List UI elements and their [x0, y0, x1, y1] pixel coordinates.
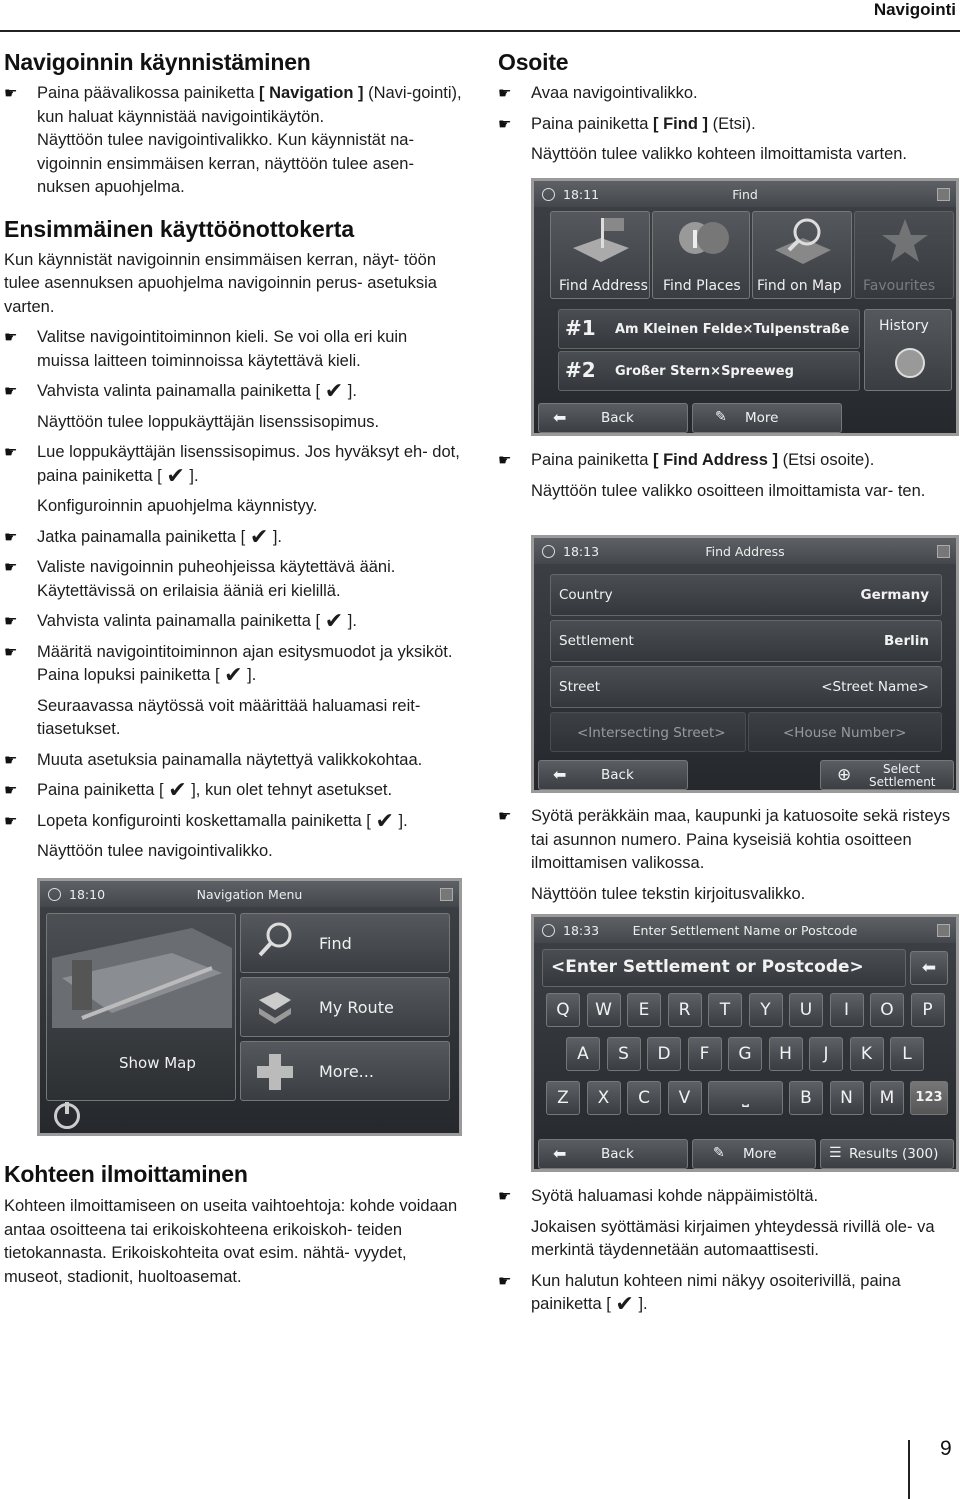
screenshot-navigation-menu [37, 878, 462, 1136]
find-places-tile[interactable]: Find Places [652, 211, 750, 299]
pointing-hand-icon: ☛ [498, 808, 512, 825]
find-address-tile[interactable]: Find Address [550, 211, 650, 299]
bullet-continue: ☛ Jatka painamalla painiketta [ ✔ ]. [4, 523, 283, 549]
heading-destination: Kohteen ilmoittaminen [4, 1161, 248, 1187]
right-column-top [498, 48, 958, 167]
more-button[interactable]: ✎ More [692, 403, 842, 433]
right-column-lower [498, 805, 958, 906]
find-address-paragraph: Näyttöön tulee valikko osoitteen ilmoittamista var- ten. [531, 481, 926, 500]
pointing-hand-icon: ☛ [4, 444, 18, 461]
navmenu-paragraph: Näyttöön tulee navigointivalikko. [37, 842, 273, 860]
check-icon: ✔ [166, 462, 185, 488]
bullet-find-address: ☛ Paina painiketta [ Find Address ] (Etsi osoite). [498, 449, 958, 473]
bullet-confirm-2: ☛ Vahvista valinta painamalla painiketta [ ✔ ]. [4, 608, 357, 633]
header-rule [0, 30, 960, 32]
heading-start-navigation: Navigoinnin käynnistäminen [4, 49, 311, 75]
window-icon [937, 188, 950, 201]
bullet-units: ☛ Määritä navigointitoiminnon ajan esitysmuodot ja yksiköt. Paina lopuksi painiketta [ ✔ ]. [4, 642, 453, 687]
show-map-tile[interactable]: Show Map [46, 913, 236, 1101]
bullet-change: ☛ Muuta asetuksia painamalla näytettyä valikkokohtaa. [4, 749, 464, 773]
screenshot-keyboard [531, 914, 959, 1172]
pointing-hand-icon: ☛ [498, 452, 512, 469]
right-column-bottom [498, 1185, 958, 1317]
key-a[interactable]: A [566, 1037, 600, 1071]
key-n[interactable]: N [830, 1081, 864, 1115]
bullet-read-license: ☛ Lue loppukäyttäjän lisenssisopimus. Jos hyväksyt eh- dot, paina painiketta [ ✔ ]. [4, 443, 460, 488]
bullet-enter-address: ☛ Syötä peräkkäin maa, kaupunki ja katuosoite sekä risteys tai asunnon numero. Paina kyseisiä kohtia osoitteen ilmoittamisen valikossa. [498, 807, 951, 872]
find-paragraph: Näyttöön tulee valikko kohteen ilmoittamista varten. [531, 145, 908, 163]
bullet-voice: ☛ Valiste navigoinnin puheohjeissa käytettävä ääni. Käytettävissä on erilaisia ääniä eri kielillä. [4, 558, 396, 600]
bullet-start [4, 82, 464, 129]
key-c[interactable]: C [627, 1081, 661, 1115]
destination-section [4, 1160, 464, 1289]
key-r[interactable]: R [668, 993, 702, 1027]
key-p[interactable]: P [911, 993, 945, 1027]
clock-icon [542, 545, 555, 558]
clock-icon [48, 888, 61, 901]
favourites-tile[interactable]: Favourites [854, 211, 954, 299]
left-column [4, 48, 464, 864]
status-bar: 18:33 Enter Settlement Name or Postcode [534, 917, 956, 943]
key-j[interactable]: J [809, 1037, 843, 1071]
clock-icon [542, 188, 555, 201]
key-t[interactable]: T [708, 993, 742, 1027]
start-paragraph: Näyttöön tulee navigointivalikko. Kun käynnistät na- vigoinnin ensimmäisen kerran, näyttöön tulee asen- nuksen apuohjelma. [37, 131, 414, 196]
pointing-hand-icon: ☛ [4, 782, 18, 799]
back-arrow-icon: ⬅ [553, 408, 567, 427]
right-column-mid [498, 449, 958, 503]
bullet-language: ☛ Valitse navigointitoiminnon kieli. Se voi olla eri kuin muissa laitteen toiminnoissa käytettävä kieli. [4, 328, 408, 370]
power-icon[interactable] [54, 1103, 80, 1129]
key-u[interactable]: U [789, 993, 823, 1027]
select-settlement-button[interactable]: ⊕ Select Settlement [820, 760, 954, 790]
places-icon [673, 216, 733, 266]
plus-icon [255, 1052, 295, 1092]
key-q[interactable]: Q [546, 993, 580, 1027]
target-icon: ⊕ [837, 765, 852, 785]
numbers-key[interactable]: 123 [910, 1081, 948, 1115]
back-button[interactable]: ⬅ Back [538, 760, 688, 790]
pointing-hand-icon: ☛ [4, 613, 18, 630]
key-m[interactable]: M [870, 1081, 904, 1115]
list-icon: ☰ [829, 1145, 842, 1161]
check-icon: ✔ [615, 1291, 634, 1316]
page-number: 9 [940, 1437, 952, 1460]
intersecting-street-row[interactable]: <Intersecting Street> [550, 712, 746, 752]
backspace-key[interactable] [910, 951, 948, 985]
pointing-hand-icon: ☛ [4, 812, 18, 830]
pointing-hand-icon: ☛ [498, 85, 512, 102]
autocomplete-paragraph: Jokaisen syöttämäsi kirjaimen yhteydessä rivillä ole- va merkintä täydennetään automaattisesti. [531, 1217, 935, 1259]
bullet-done: ☛ Paina painiketta [ ✔ ], kun olet tehnyt asetukset. [4, 777, 393, 802]
key-f[interactable]: F [688, 1037, 722, 1071]
check-icon: ✔ [168, 777, 187, 802]
pointing-hand-icon: ☛ [498, 115, 512, 133]
key-d[interactable]: D [647, 1037, 681, 1071]
key-v[interactable]: V [668, 1081, 702, 1115]
back-arrow-icon: ⬅ [553, 1144, 567, 1163]
back-arrow-icon: ⬅ [553, 765, 567, 784]
key-k[interactable]: K [850, 1037, 884, 1071]
search-input[interactable]: <Enter Settlement or Postcode> [542, 949, 906, 987]
house-number-row[interactable]: <House Number> [748, 712, 942, 752]
key-x[interactable]: X [587, 1081, 621, 1115]
magnifier-icon [255, 920, 295, 960]
check-icon: ✔ [249, 523, 269, 549]
more-button[interactable]: ✎ More [692, 1139, 816, 1169]
pointing-hand-icon: ☛ [4, 329, 18, 346]
pointing-hand-icon: ☛ [4, 85, 18, 102]
first-use-intro: Kun käynnistät navigoinnin ensimmäisen kerran, näyt- töön tulee asennuksen apuohjelma navigoinnin perus- asetuksia varten. [4, 250, 437, 316]
my-route-tile[interactable]: My Route [240, 977, 450, 1037]
map-flag-icon [571, 216, 631, 266]
map-magnifier-icon [773, 216, 833, 266]
key-b[interactable]: B [789, 1081, 823, 1115]
key-e[interactable]: E [627, 993, 661, 1027]
country-row[interactable]: Country Germany [550, 574, 942, 616]
compass-icon [895, 348, 925, 378]
pointing-hand-icon: ☛ [498, 1188, 512, 1205]
check-icon: ✔ [375, 807, 394, 833]
route-icon [255, 986, 295, 1026]
pointing-hand-icon: ☛ [4, 559, 18, 576]
check-icon: ✔ [324, 378, 344, 403]
screenshot-find-address [531, 535, 959, 793]
keyboard-paragraph: Näyttöön tulee tekstin kirjoitusvalikko. [531, 884, 806, 903]
bullet-confirm-1: ☛ Vahvista valinta painamalla painiketta [ ✔ ]. [4, 378, 357, 403]
window-icon [937, 924, 950, 937]
history-item-1[interactable]: #1 Am Kleinen Felde×Tulpenstraße [558, 309, 860, 349]
map-preview-icon [52, 918, 232, 1028]
back-button[interactable]: ⬅ Back [538, 403, 688, 433]
key-i[interactable]: I [830, 993, 864, 1027]
key-z[interactable]: Z [546, 1081, 580, 1115]
pencil-icon: ✎ [713, 1145, 725, 1161]
bullet-finish: ☛ Lopeta konfigurointi koskettamalla painiketta [ ✔ ]. [4, 807, 408, 833]
key-w[interactable]: W [587, 993, 621, 1027]
route-paragraph: Seuraavassa näytössä voit määrittää haluamasi reit- tiasetukset. [37, 696, 421, 738]
pencil-icon: ✎ [715, 409, 727, 425]
bullet-type: ☛ Syötä haluamasi kohde näppäimistöltä. [498, 1185, 958, 1209]
pointing-hand-icon: ☛ [4, 528, 18, 546]
bullet-start-text: Paina päävalikossa painiketta [ Navigation ] (Navi-gointi), kun haluat käynnistää navigointikäytön. [37, 84, 462, 126]
backspace-icon: ⬅ [921, 958, 937, 978]
history-button[interactable]: History [864, 309, 952, 391]
find-tile[interactable]: Find [240, 913, 450, 973]
section-header: Navigointi [873, 0, 956, 19]
window-icon [937, 545, 950, 558]
clock-icon [542, 924, 555, 937]
bullet-name-confirm: ☛ Kun halutun kohteen nimi näkyy osoiterivillä, paina painiketta [ ✔ ]. [498, 1271, 901, 1316]
key-y[interactable]: Y [749, 993, 783, 1027]
key-l[interactable]: L [890, 1037, 924, 1071]
page-number-rule [908, 1440, 910, 1499]
find-on-map-tile[interactable]: Find on Map [752, 211, 852, 299]
results-button[interactable]: ☰ Results (300) [820, 1139, 954, 1169]
space-key[interactable] [708, 1081, 783, 1115]
more-tile[interactable]: More... [240, 1041, 450, 1101]
pointing-hand-icon: ☛ [4, 751, 18, 769]
settlement-row[interactable]: Settlement Berlin [550, 620, 942, 662]
screenshot-find-menu [531, 178, 959, 436]
status-bar: 18:11 Find [534, 181, 956, 207]
status-bar: 18:13 Find Address [534, 538, 956, 564]
heading-first-use: Ensimmäinen käyttöönottokerta [4, 215, 355, 242]
key-g[interactable]: G [728, 1037, 762, 1071]
window-icon [440, 888, 453, 901]
street-row[interactable]: Street <Street Name> [550, 666, 942, 708]
history-item-2[interactable]: #2 Großer Stern×Spreeweg [558, 351, 860, 391]
bullet-open-menu: ☛ Avaa navigointivalikko. [498, 82, 958, 106]
heading-address: Osoite [498, 49, 569, 75]
pointing-hand-icon: ☛ [4, 643, 18, 661]
key-s[interactable]: S [607, 1037, 641, 1071]
check-icon: ✔ [224, 662, 243, 687]
check-icon: ✔ [324, 608, 344, 633]
back-button[interactable]: ⬅ Back [538, 1139, 688, 1169]
bullet-press-find: ☛ Paina painiketta [ Find ] (Etsi). [498, 113, 958, 137]
pointing-hand-icon: ☛ [498, 1272, 512, 1290]
license-paragraph: Näyttöön tulee loppukäyttäjän lisenssisopimus. [37, 412, 380, 431]
key-o[interactable]: O [870, 993, 904, 1027]
status-bar: 18:10 Navigation Menu [40, 881, 459, 907]
config-paragraph: Konfiguroinnin apuohjelma käynnistyy. [37, 497, 318, 515]
key-h[interactable]: H [769, 1037, 803, 1071]
pointing-hand-icon: ☛ [4, 383, 18, 400]
space-icon: ⎵ [742, 1088, 749, 1108]
destination-paragraph: Kohteen ilmoittamiseen on useita vaihtoehtoja: kohde voidaan antaa osoitteena tai erikoiskohteena erikoiskoh- teiden tietokannasta. Erikoiskohteita ovat esim. nähtä- vyydet, museot, stadionit, huoltoasemat. [4, 1197, 458, 1286]
star-icon [880, 216, 930, 266]
